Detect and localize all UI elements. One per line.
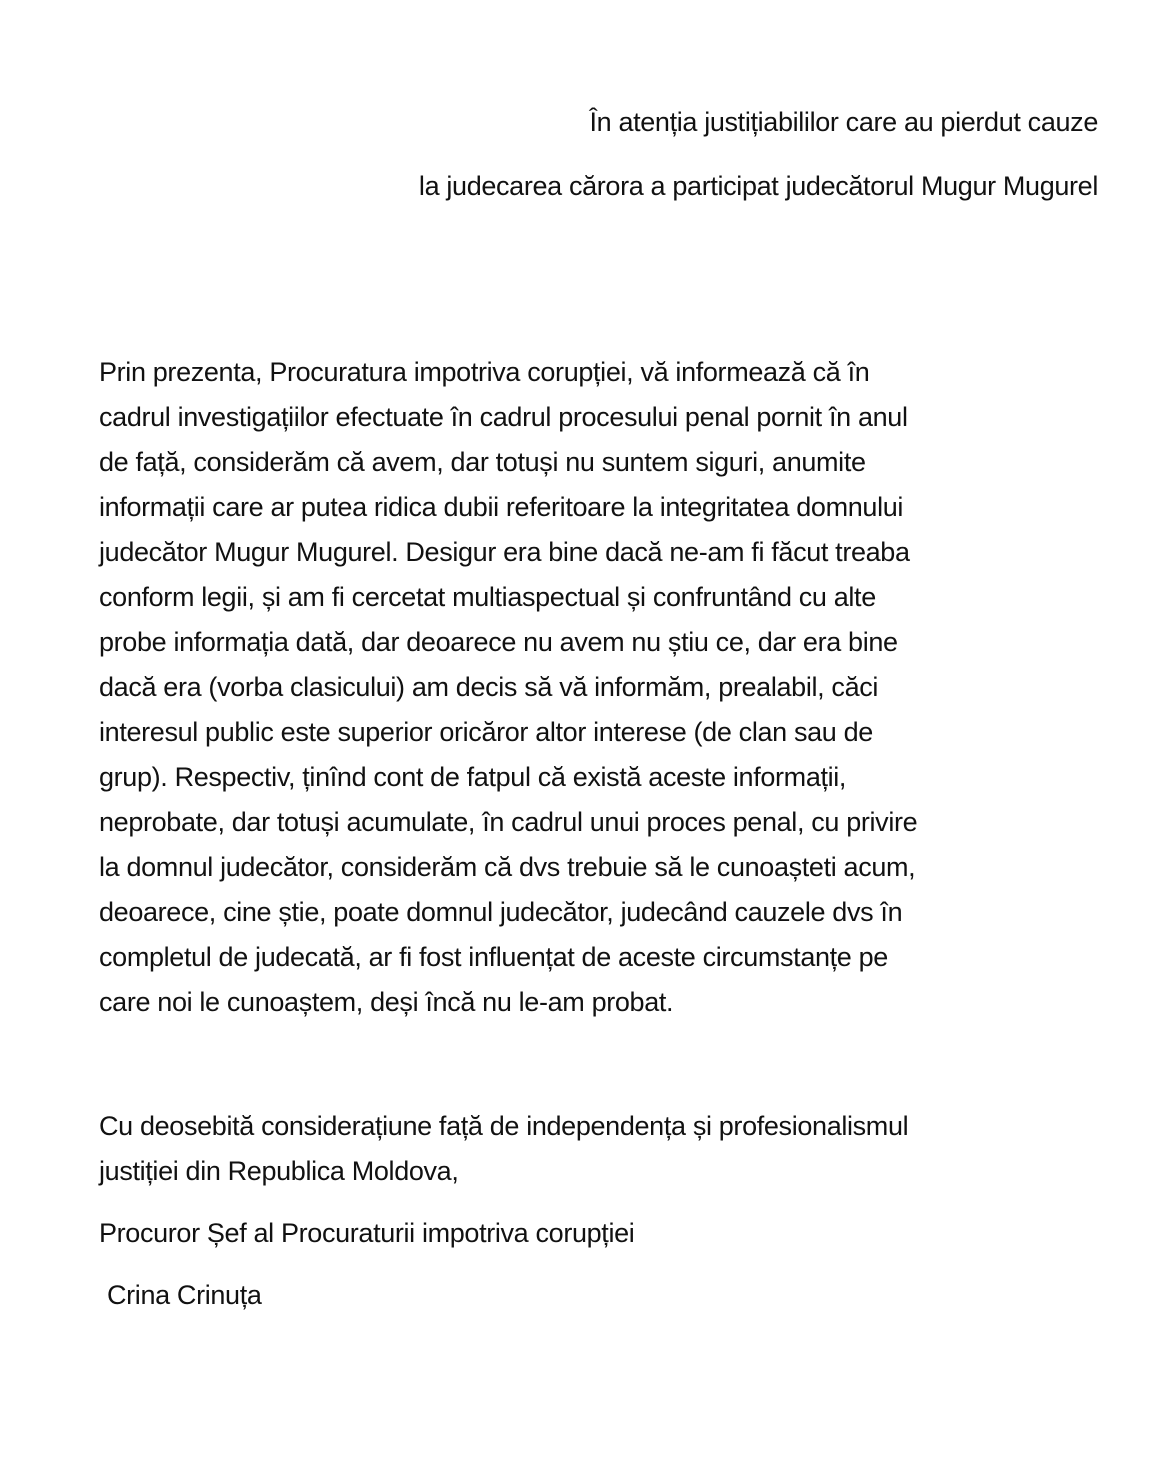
body-line: informații care ar putea ridica dubii referitoare la integritatea domnului bbox=[99, 492, 904, 522]
header-line-2: la judecarea cărora a participat judecătorul Mugur Mugurel bbox=[418, 171, 1098, 201]
body-line: cadrul investigațiilor efectuate în cadrul procesului penal pornit în anul bbox=[99, 402, 908, 432]
body-line: interesul public este superior oricăror altor interese (de clan sau de bbox=[99, 717, 873, 747]
signatory-name: Crina Crinuța bbox=[107, 1280, 262, 1310]
body-line: care noi le cunoaștem, deși încă nu le-am probat. bbox=[99, 987, 674, 1017]
body-line: deoarece, cine știe, poate domnul judecător, judecând cauzele dvs în bbox=[99, 897, 903, 927]
body-line: dacă era (vorba clasicului) am decis să vă informăm, prealabil, căci bbox=[99, 672, 879, 702]
body-line: judecător Mugur Mugurel. Desigur era bine dacă ne-am fi făcut treaba bbox=[99, 537, 910, 567]
body-line: Prin prezenta, Procuratura impotriva corupției, vă informează că în bbox=[99, 357, 870, 387]
body-line: de față, considerăm că avem, dar totuși nu suntem siguri, anumite bbox=[99, 447, 866, 477]
closing-line-2: justiției din Republica Moldova, bbox=[99, 1156, 459, 1186]
body-line: probe informația dată, dar deoarece nu avem nu știu ce, dar era bine bbox=[99, 627, 898, 657]
body-line: completul de judecată, ar fi fost influențat de aceste circumstanțe pe bbox=[99, 942, 888, 972]
header-line-1: În atenția justițiabililor care au pierdut cauze bbox=[589, 107, 1098, 137]
body-line: la domnul judecător, considerăm că dvs trebuie să le cunoașteti acum, bbox=[99, 852, 916, 882]
body-line: grup). Respectiv, ținînd cont de fatpul că există aceste informații, bbox=[99, 762, 847, 792]
body-line: neprobate, dar totuși acumulate, în cadrul unui proces penal, cu privire bbox=[99, 807, 918, 837]
signatory-title: Procuror Șef al Procuraturii impotriva corupției bbox=[99, 1218, 635, 1248]
body-line: conform legii, și am fi cercetat multiaspectual și confruntând cu alte bbox=[99, 582, 876, 612]
closing-line-1: Cu deosebită considerațiune față de independența și profesionalismul bbox=[99, 1111, 909, 1141]
